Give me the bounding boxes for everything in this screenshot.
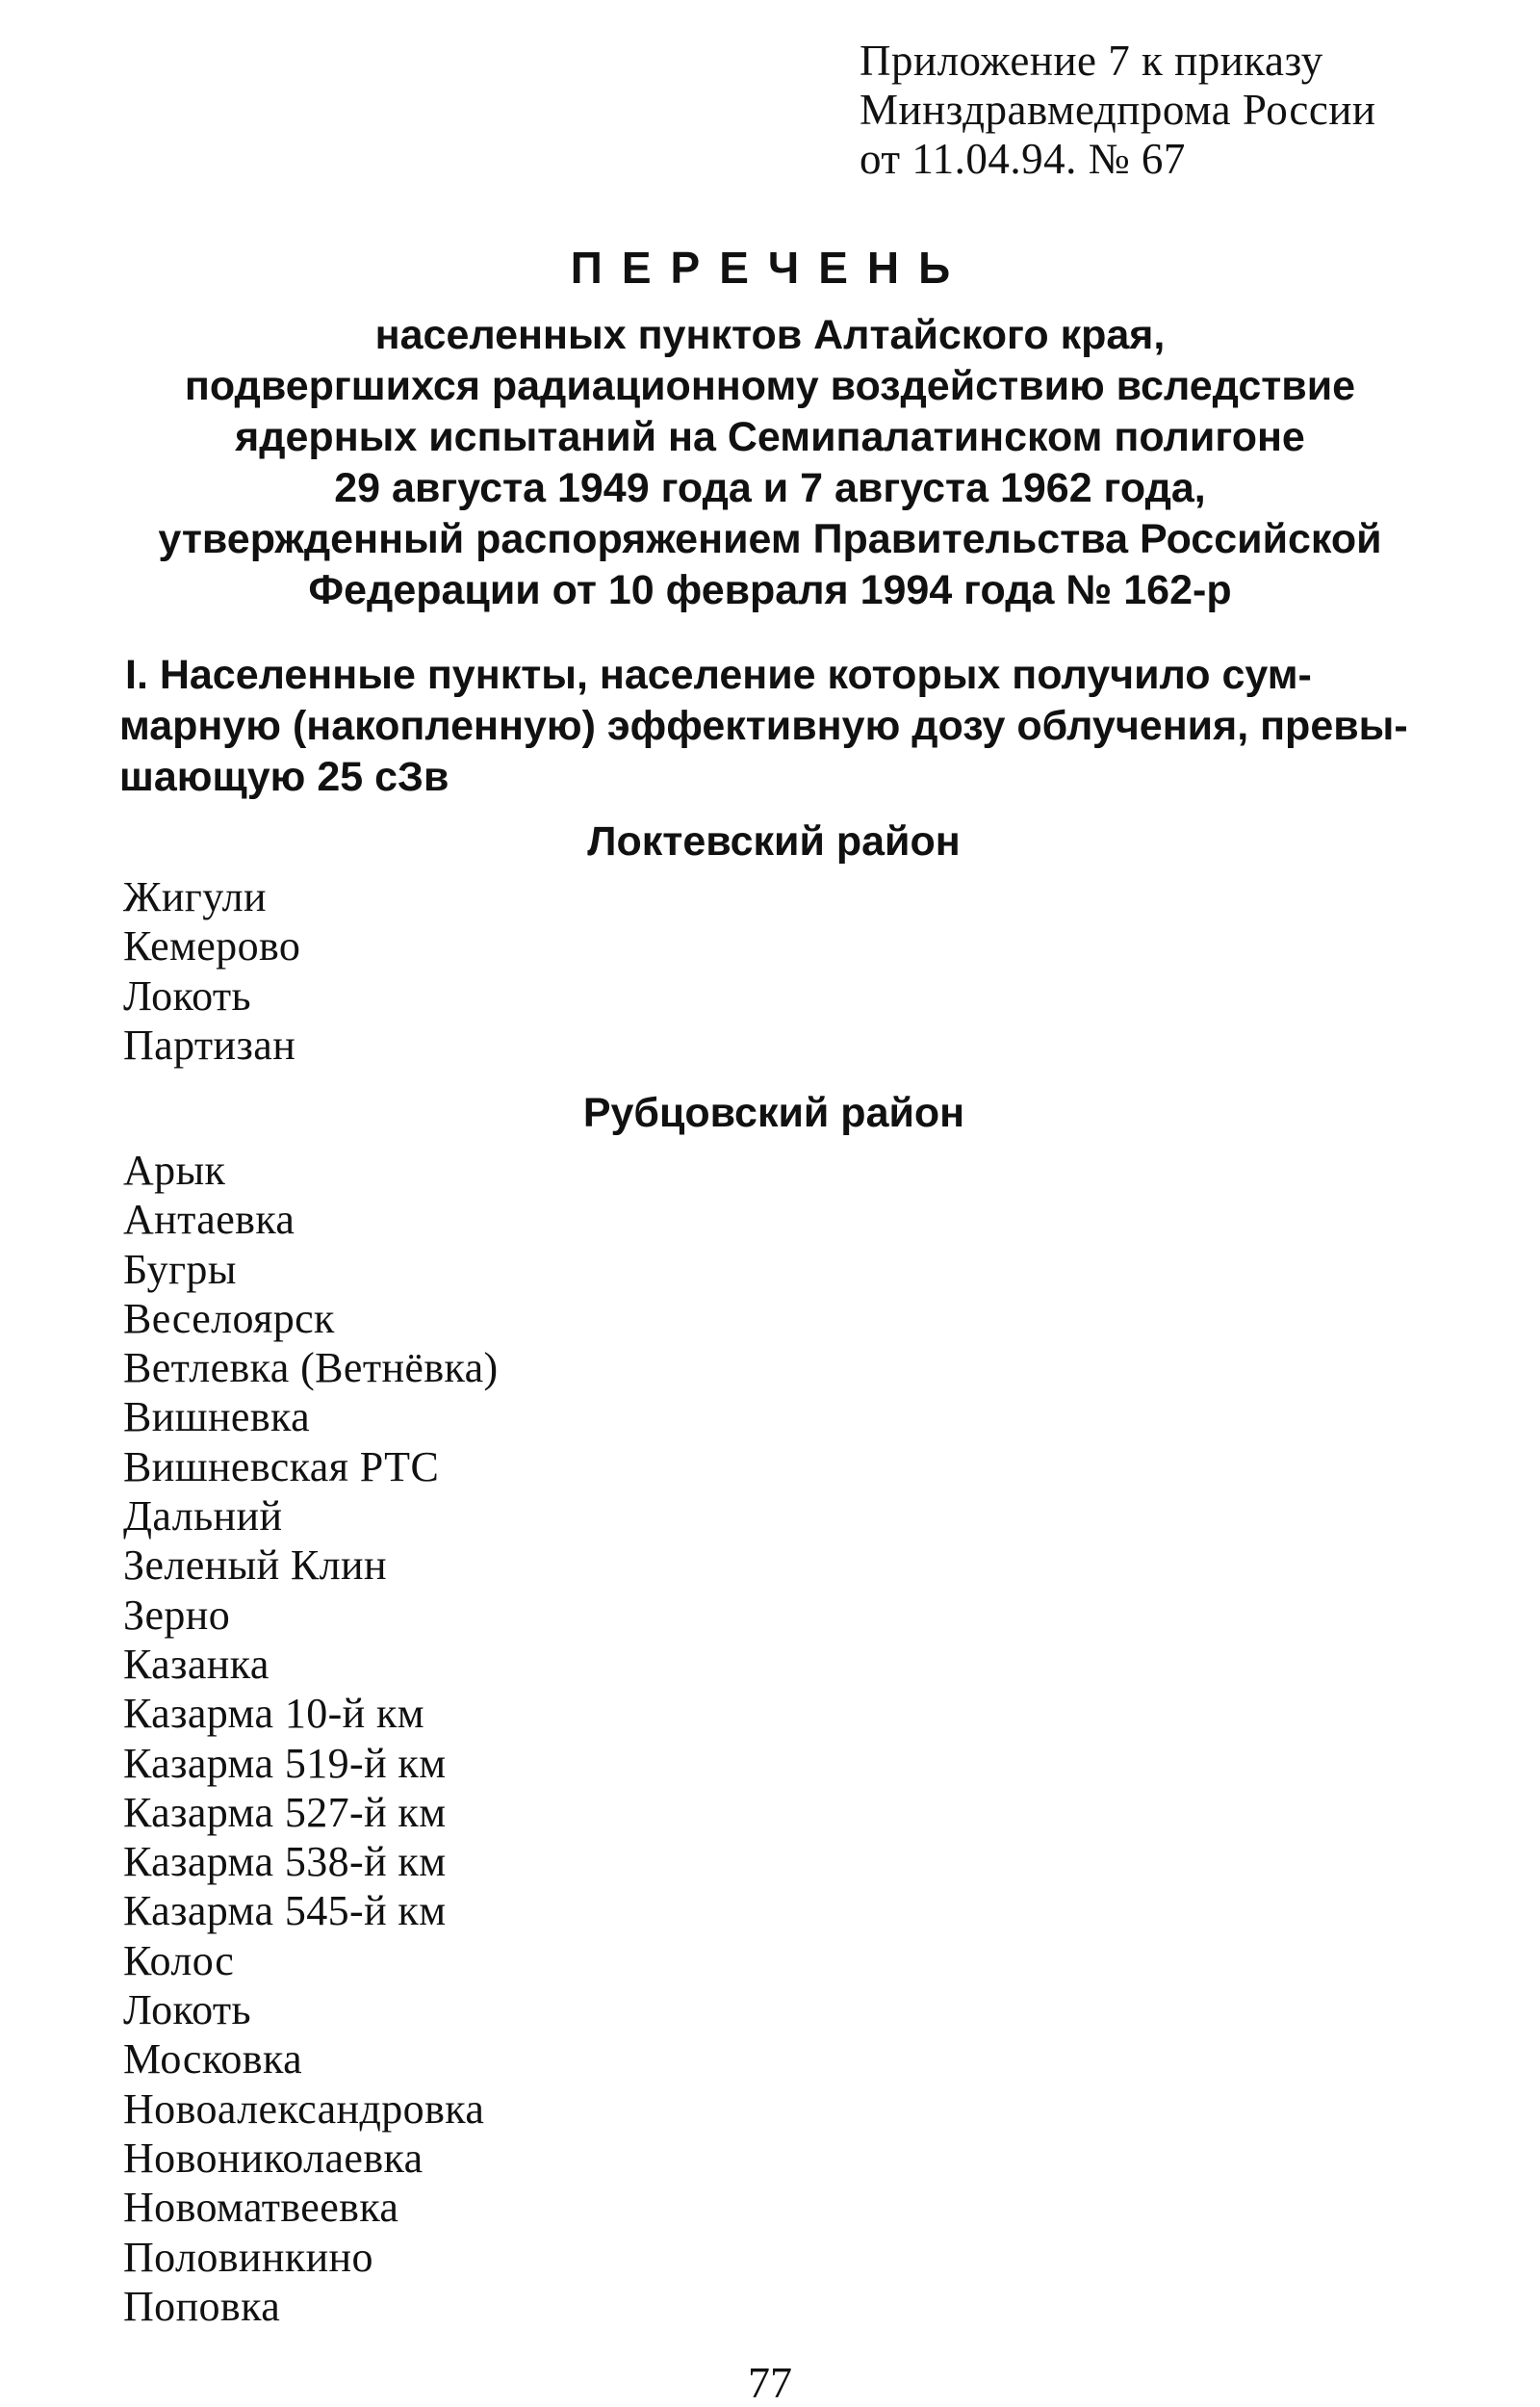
list-item: Половинкино: [123, 2233, 373, 2281]
list-item: Дальний: [123, 1492, 283, 1540]
list-item: Бугры: [123, 1245, 237, 1293]
section-intro-line: I. Населенные пункты, население которых получило сум-: [125, 652, 1312, 698]
list-item: Казарма 519-й км: [123, 1739, 447, 1787]
district-name: Рубцовский район: [582, 1090, 965, 1136]
list-item: Колос: [123, 1936, 235, 1984]
list-item: Ветлевка (Ветнёвка): [123, 1344, 499, 1392]
district-heading-loktevsky: [0, 816, 1540, 867]
subtitle-line: населенных пунктов Алтайского края,: [374, 312, 1166, 358]
list-item: Казарма 538-й км: [123, 1838, 447, 1886]
document-subtitle: [0, 310, 1540, 616]
document-title: ПЕРЕЧЕНЬ: [570, 243, 970, 293]
subtitle-line: утвержденный распоряжением Правительства Российской: [158, 516, 1382, 562]
section-intro-line: шающую 25 сЗв: [119, 754, 449, 800]
subtitle-line: Федерации от 10 февраля 1994 года № 162-р: [308, 567, 1232, 613]
list-item: Локоть: [123, 1986, 252, 2034]
list-item: Казарма 527-й км: [123, 1788, 447, 1836]
list-item: Вишневка: [123, 1393, 311, 1441]
appendix-note-line: Минздравмедпрома России: [860, 86, 1376, 134]
list-item: Вишневская РТС: [123, 1442, 440, 1490]
list-item: Казарма 545-й км: [123, 1887, 447, 1935]
settlement-list-rubtsovsky: [123, 1146, 499, 2331]
list-item: Московка: [123, 2035, 303, 2083]
district-heading-rubtsovsky: [0, 1088, 1540, 1138]
list-item: Казанка: [123, 1640, 270, 1688]
list-item: Жигули: [123, 873, 267, 920]
section-intro: [119, 650, 1498, 803]
settlement-list-loktevsky: [123, 872, 300, 1070]
list-item: Антаевка: [123, 1196, 295, 1244]
section-intro-line: марную (накопленную) эффективную дозу облучения, превы-: [119, 703, 1408, 749]
subtitle-line: ядерных испытаний на Семипалатинском полигоне: [235, 414, 1305, 460]
list-item: Новоматвеевка: [123, 2184, 399, 2232]
list-item: Арык: [123, 1147, 226, 1194]
list-item: Зеленый Клин: [123, 1541, 387, 1590]
list-item: Казарма 10-й км: [123, 1690, 425, 1738]
list-item: Веселоярск: [123, 1294, 335, 1342]
list-item: Кемерово: [123, 922, 301, 971]
list-item: Партизан: [123, 1021, 296, 1069]
subtitle-line: 29 августа 1949 года и 7 августа 1962 года,: [334, 465, 1206, 511]
district-name: Локтевский район: [587, 818, 961, 865]
list-item: Новоалександровка: [123, 2084, 485, 2133]
list-item: Локоть: [123, 971, 252, 1020]
appendix-note: [860, 37, 1376, 184]
subtitle-line: подвергшихся радиационному воздействию вследствие: [184, 363, 1356, 409]
page-number: 77: [748, 2358, 792, 2407]
list-item: Зерно: [123, 1591, 231, 1639]
list-item: Новониколаевка: [123, 2134, 424, 2182]
appendix-note-line: от 11.04.94. № 67: [860, 135, 1186, 183]
list-item: Поповка: [123, 2282, 281, 2330]
appendix-note-line: Приложение 7 к приказу: [860, 37, 1323, 85]
